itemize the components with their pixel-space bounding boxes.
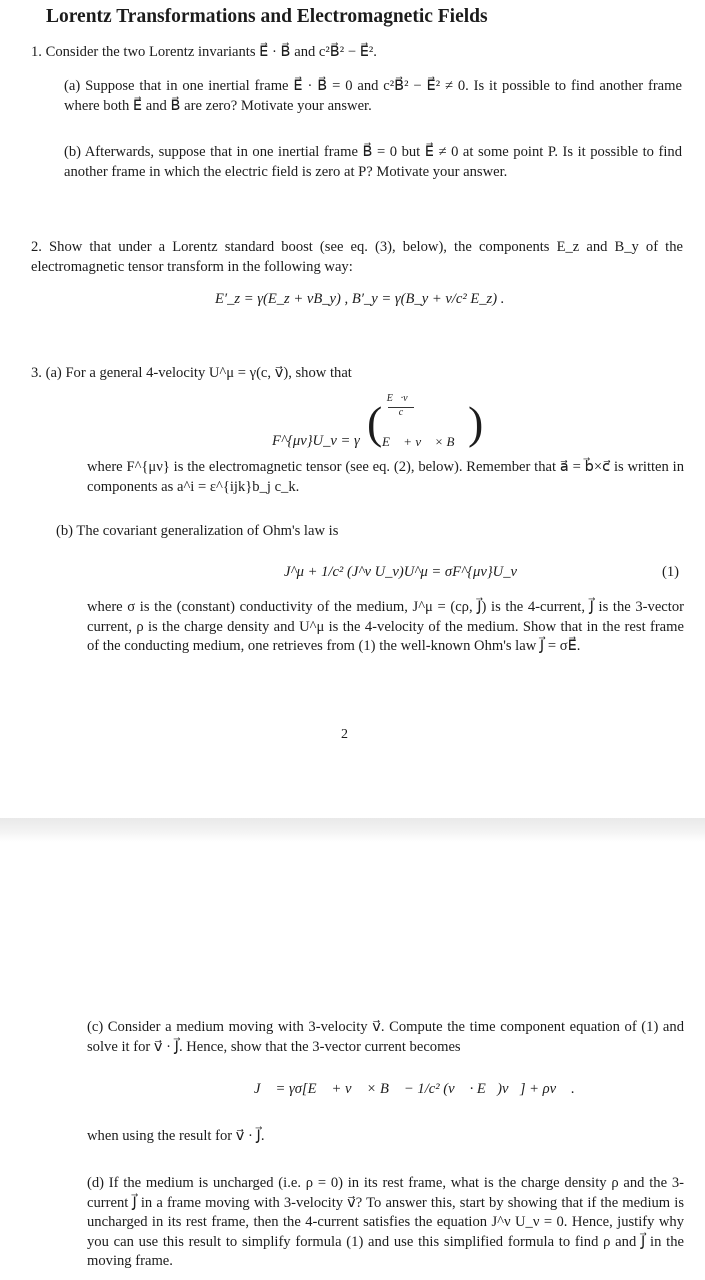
- ohm-law-equation: J^μ + 1/c² (J^ν U_ν)U^μ = σF^{μν}U_ν: [284, 564, 517, 580]
- question-1b: (b) Afterwards, suppose that in one inertial frame B⃗ = 0 but E⃗ ≠ 0 at some point P. Is it possible to find another frame in which the electric field is zero at P? Motivate your answer.: [64, 144, 682, 180]
- matrix-bottom-entry: E⃗ + v⃗ × B⃗: [382, 434, 465, 449]
- question-3d: (d) If the medium is uncharged (i.e. ρ = 0) in its rest frame, what is the charge density ρ and the 3-current J⃗ in a frame moving with 3-velocity v⃗? To answer this, start by showing that if the medium is uncharged in its rest frame, then the 4-current satisfies the equation J^ν U_ν = 0. Hence, justify why you can use this result to simplify formula (1) and use this simplified formula to find ρ and J⃗ in the moving frame.: [87, 1175, 684, 1269]
- question-2-equation: E′_z = γ(E_z + vB_y) , B′_y = γ(B_y + v/c² E_z) .: [215, 291, 505, 307]
- question-3c-after: when using the result for v⃗ · J⃗.: [87, 1128, 265, 1144]
- question-1a: (a) Suppose that in one inertial frame E⃗ · B⃗ = 0 and c²B⃗² − E⃗² ≠ 0. Is it possible to find another frame where both E⃗ and B⃗ are zero? Motivate your answer.: [64, 78, 682, 114]
- page-title: Lorentz Transformations and Electromagnetic Fields: [46, 6, 488, 27]
- question-1-intro: 1. Consider the two Lorentz invariants E⃗ · B⃗ and c²B⃗² − E⃗².: [31, 44, 377, 60]
- matrix-top-numerator: E⃗·v⃗: [386, 393, 416, 404]
- left-paren: (: [367, 397, 383, 448]
- right-paren: ): [468, 397, 484, 448]
- document-page-2: [0, 842, 705, 1280]
- matrix-top-denominator: c: [398, 407, 404, 418]
- question-2: 2. Show that under a Lorentz standard boost (see eq. (3), below), the components E_z and B_y of the electromagnetic tensor transform in the following way:: [31, 239, 683, 275]
- question-3b-intro: (b) The covariant generalization of Ohm's law is: [56, 523, 339, 539]
- page-number: 2: [341, 727, 348, 742]
- question-3b-where: where σ is the (constant) conductivity of the medium, J^μ = (cρ, J⃗) is the 4-current, J⃗ is the 3-vector current, ρ is the charge density and U^μ is the 4-velocity of the medium. Show that in the rest frame of the conducting medium, one retrieves from (1) the well-known Ohm's law J⃗ = σE⃗.: [87, 599, 684, 654]
- current-equation: J⃗ = γσ[E⃗ + v⃗ × B⃗ − 1/c² (v⃗ · E⃗)v⃗] + ρv⃗ .: [254, 1081, 575, 1097]
- question-3a-intro: 3. (a) For a general 4-velocity U^μ = γ(c, v⃗), show that: [31, 365, 352, 381]
- page-separator: [0, 818, 705, 842]
- question-3a-equation-lhs: F^{μν}U_ν = γ: [272, 433, 360, 449]
- question-3c: (c) Consider a medium moving with 3-velocity v⃗. Compute the time component equation of (1) and solve it for v⃗ · J⃗. Hence, show that the 3-vector current becomes: [87, 1019, 684, 1055]
- question-3a-where: where F^{μν} is the electromagnetic tensor (see eq. (2), below). Remember that a⃗ = b⃗×c⃗ is written in components as a^i = ε^{ijk}b_j c_k.: [87, 459, 684, 495]
- equation-number: (1): [662, 564, 680, 580]
